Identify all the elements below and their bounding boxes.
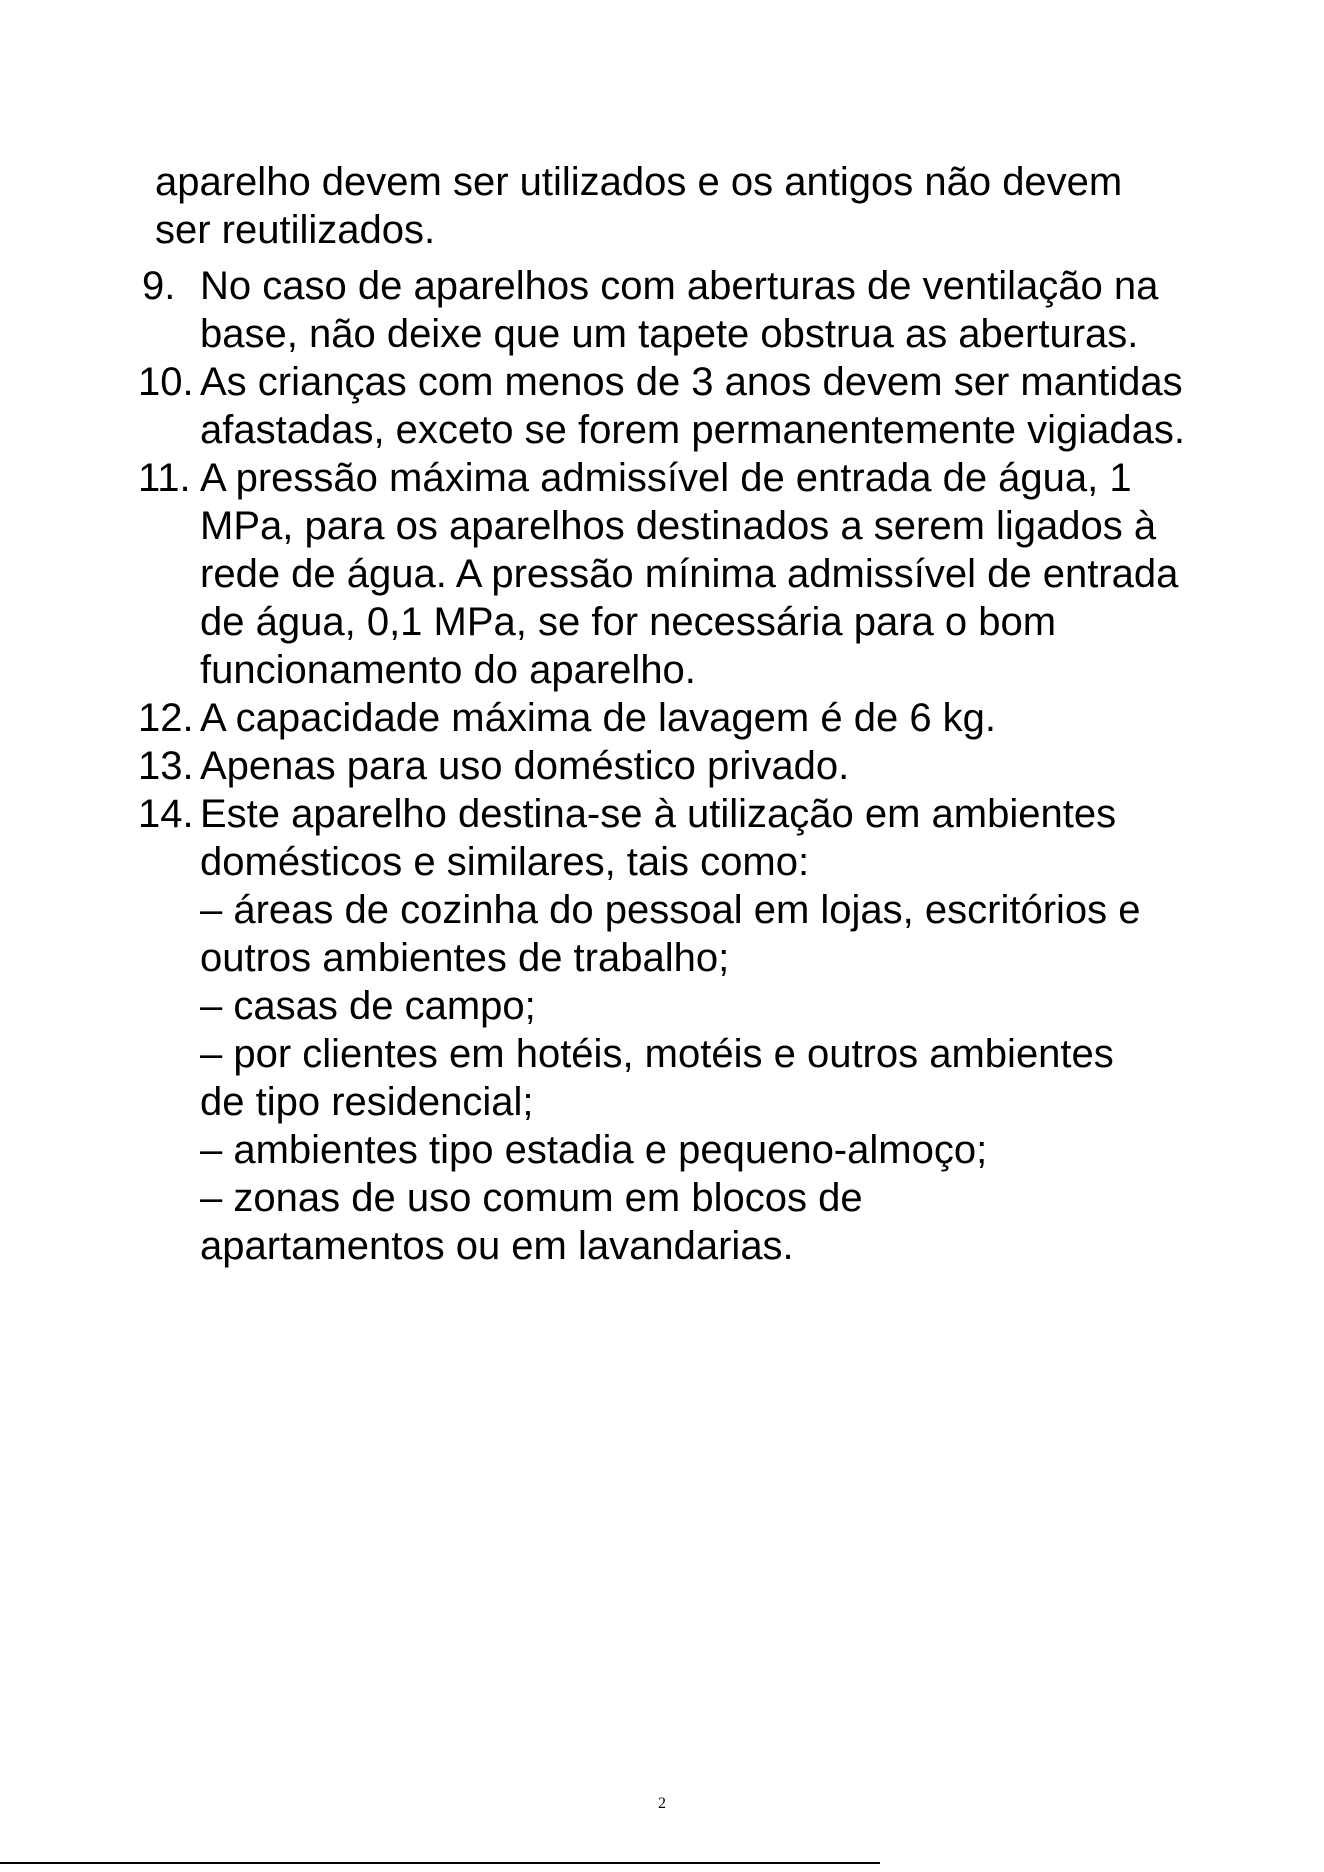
- item-line: de água, 0,1 MPa, se for necessária para o bom: [200, 600, 1057, 644]
- item-line: MPa, para os aparelhos destinados a serem ligados à: [200, 504, 1157, 548]
- list-item-11: [138, 454, 1258, 694]
- list-item-9: [138, 262, 1258, 358]
- item-number: 13.: [138, 744, 194, 788]
- continued-line-2: ser reutilizados.: [155, 208, 436, 252]
- list-item-13: [138, 742, 1258, 790]
- item-line: A pressão máxima admissível de entrada de água, 1: [200, 456, 1132, 500]
- item-line: funcionamento do aparelho.: [200, 648, 696, 692]
- sub-bullet-line: – casas de campo;: [200, 984, 536, 1028]
- item-line: As crianças com menos de 3 anos devem ser mantidas: [200, 360, 1183, 404]
- item-line: Apenas para uso doméstico privado.: [200, 744, 850, 788]
- numbered-list: [138, 262, 1258, 1270]
- item-line: base, não deixe que um tapete obstrua as aberturas.: [200, 312, 1139, 356]
- list-item-12: [138, 694, 1258, 742]
- item-number: 12.: [138, 696, 194, 740]
- page-number: 2: [658, 1795, 666, 1812]
- continued-line-1: aparelho devem ser utilizados e os antigos não devem: [155, 160, 1123, 204]
- sub-bullet-line: – por clientes em hotéis, motéis e outros ambientes: [200, 1032, 1114, 1076]
- sub-bullet-line: – ambientes tipo estadia e pequeno-almoço;: [200, 1128, 988, 1172]
- item-number: 9.: [142, 264, 176, 308]
- sub-bullet-line: outros ambientes de trabalho;: [200, 936, 730, 980]
- item-line: Este aparelho destina-se à utilização em ambientes: [200, 792, 1117, 836]
- item-line: domésticos e similares, tais como:: [200, 840, 810, 884]
- item-line: afastadas, exceto se forem permanentemente vigiadas.: [200, 408, 1185, 452]
- bottom-divider: [0, 1862, 880, 1864]
- item-line: rede de água. A pressão mínima admissível de entrada: [200, 552, 1179, 596]
- sub-bullet-line: – áreas de cozinha do pessoal em lojas, escritórios e: [200, 888, 1141, 932]
- list-item-14: [138, 790, 1258, 1270]
- sub-bullet-line: de tipo residencial;: [200, 1080, 534, 1124]
- continued-paragraph: [155, 158, 1255, 254]
- list-item-10: [138, 358, 1258, 454]
- item-line: No caso de aparelhos com aberturas de ventilação na: [200, 264, 1159, 308]
- item-number: 10.: [138, 360, 194, 404]
- item-line: A capacidade máxima de lavagem é de 6 kg.: [200, 696, 997, 740]
- sub-bullet-line: – zonas de uso comum em blocos de: [200, 1176, 863, 1220]
- sub-bullet-line: apartamentos ou em lavandarias.: [200, 1224, 794, 1268]
- item-number: 14.: [138, 792, 194, 836]
- item-number: 11.: [138, 456, 191, 500]
